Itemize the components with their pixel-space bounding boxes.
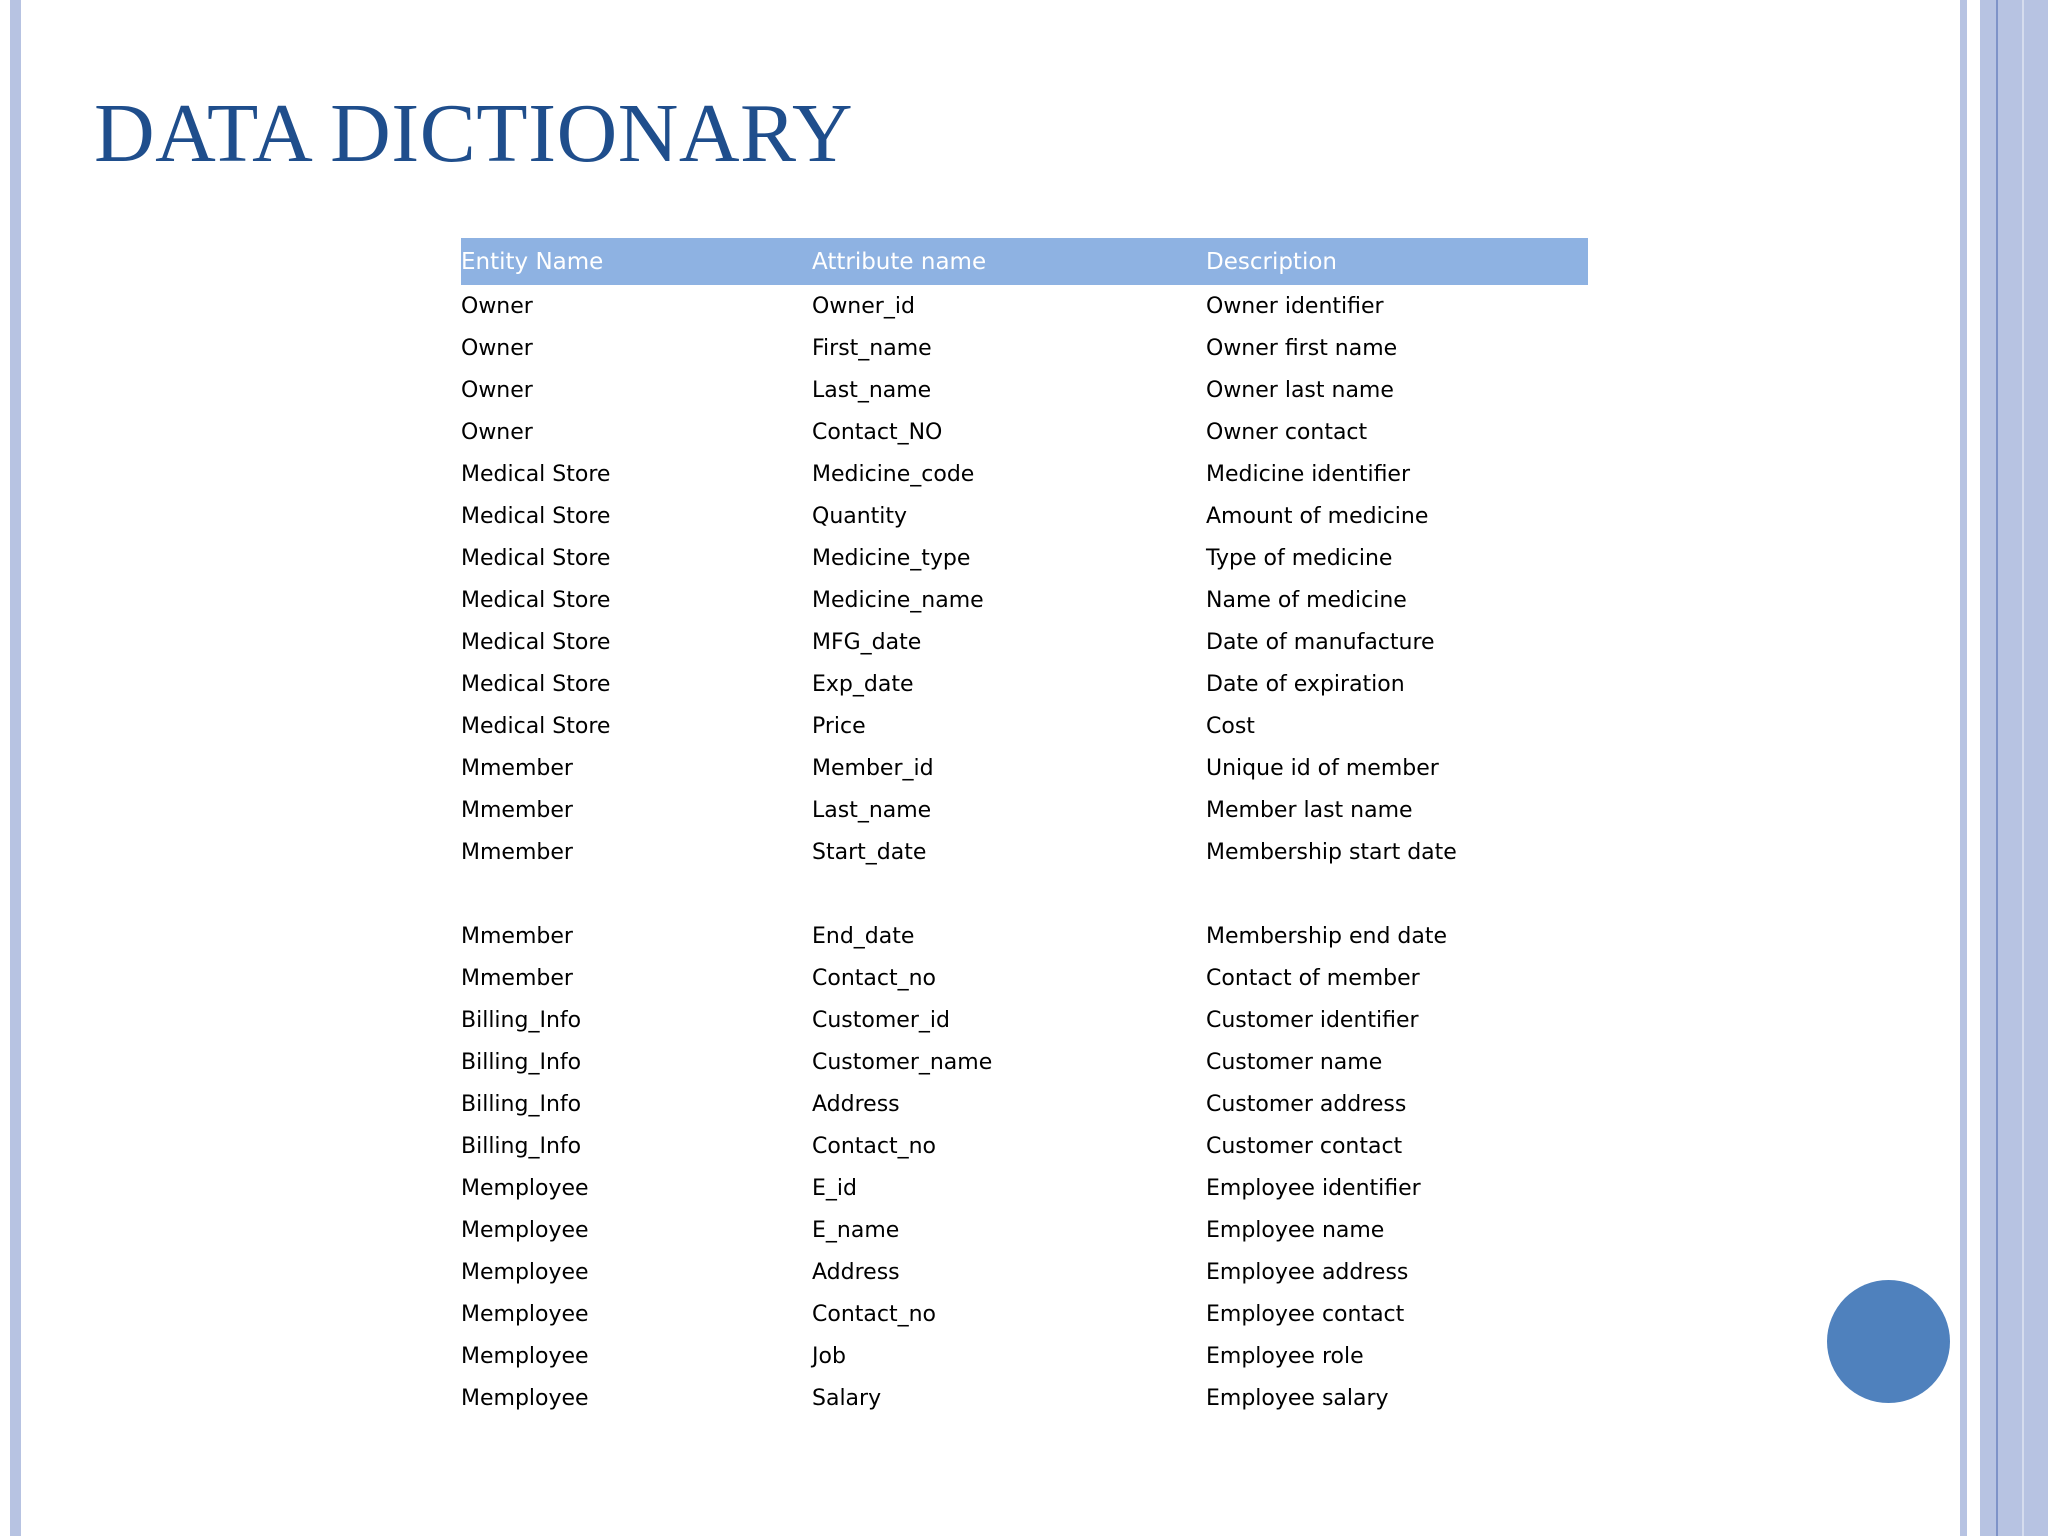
table-row bbox=[461, 579, 1588, 621]
slide-title: DATA DICTIONARY bbox=[94, 87, 854, 180]
table-row bbox=[461, 453, 1588, 495]
cell-description: Employee name bbox=[1206, 1217, 1385, 1243]
table-row bbox=[461, 1335, 1588, 1377]
cell-attribute-name: E_id bbox=[812, 1175, 857, 1201]
table-row bbox=[461, 999, 1588, 1041]
right-border-bar-wide bbox=[1980, 0, 2048, 1536]
cell-description: Member last name bbox=[1206, 797, 1413, 823]
cell-description: Owner first name bbox=[1206, 335, 1398, 361]
right-border-line bbox=[1996, 0, 1998, 1536]
table-body bbox=[461, 285, 1588, 1419]
table-header-row bbox=[461, 238, 1588, 285]
cell-entity-name: Billing_Info bbox=[461, 1049, 582, 1075]
cell-description: Employee contact bbox=[1206, 1301, 1405, 1327]
cell-description: Customer address bbox=[1206, 1091, 1407, 1117]
table-row bbox=[461, 915, 1588, 957]
cell-entity-name: Owner bbox=[461, 293, 533, 319]
cell-entity-name: Mmember bbox=[461, 839, 573, 865]
table-row bbox=[461, 411, 1588, 453]
header-description: Description bbox=[1206, 238, 1588, 285]
cell-attribute-name: Customer_name bbox=[812, 1049, 993, 1075]
table-row bbox=[461, 621, 1588, 663]
cell-attribute-name: Medicine_code bbox=[812, 461, 975, 487]
cell-attribute-name: Customer_id bbox=[812, 1007, 950, 1033]
cell-description: Customer contact bbox=[1206, 1133, 1403, 1159]
right-border-line-light bbox=[2022, 0, 2024, 1536]
cell-attribute-name: Medicine_name bbox=[812, 587, 984, 613]
cell-attribute-name: Price bbox=[812, 713, 866, 739]
cell-attribute-name: Contact_no bbox=[812, 965, 936, 991]
cell-description: Date of manufacture bbox=[1206, 629, 1435, 655]
cell-attribute-name: Owner_id bbox=[812, 293, 915, 319]
cell-description: Owner identifier bbox=[1206, 293, 1384, 319]
cell-attribute-name: Contact_NO bbox=[812, 419, 943, 445]
cell-entity-name: Billing_Info bbox=[461, 1007, 582, 1033]
table-row bbox=[461, 957, 1588, 999]
cell-entity-name: Memployee bbox=[461, 1301, 589, 1327]
table-row bbox=[461, 285, 1588, 327]
table-row bbox=[461, 1041, 1588, 1083]
header-entity-name: Entity Name bbox=[461, 238, 812, 285]
cell-entity-name: Memployee bbox=[461, 1385, 589, 1411]
table-row bbox=[461, 1293, 1588, 1335]
cell-entity-name: Medical Store bbox=[461, 587, 611, 613]
cell-description: Employee salary bbox=[1206, 1385, 1389, 1411]
table-row bbox=[461, 1377, 1588, 1419]
table-row bbox=[461, 1083, 1588, 1125]
cell-attribute-name: Last_name bbox=[812, 377, 932, 403]
cell-entity-name: Memployee bbox=[461, 1343, 589, 1369]
table-row bbox=[461, 1209, 1588, 1251]
cell-entity-name: Medical Store bbox=[461, 503, 611, 529]
cell-description: Cost bbox=[1206, 713, 1255, 739]
left-border-bar bbox=[10, 0, 21, 1536]
table-row bbox=[461, 1125, 1588, 1167]
cell-description: Owner contact bbox=[1206, 419, 1368, 445]
cell-attribute-name: Job bbox=[812, 1343, 846, 1369]
cell-entity-name: Mmember bbox=[461, 755, 573, 781]
table-row bbox=[461, 495, 1588, 537]
cell-description: Type of medicine bbox=[1206, 545, 1393, 571]
cell-entity-name bbox=[461, 873, 812, 915]
cell-attribute-name: Address bbox=[812, 1259, 900, 1285]
cell-attribute-name: Contact_no bbox=[812, 1301, 936, 1327]
cell-entity-name: Billing_Info bbox=[461, 1091, 582, 1117]
table-row bbox=[461, 663, 1588, 705]
cell-entity-name: Mmember bbox=[461, 797, 573, 823]
cell-attribute-name: Last_name bbox=[812, 797, 932, 823]
table-row bbox=[461, 1167, 1588, 1209]
cell-description: Contact of member bbox=[1206, 965, 1420, 991]
cell-description bbox=[1206, 873, 1588, 915]
cell-entity-name: Medical Store bbox=[461, 671, 611, 697]
cell-attribute-name: E_name bbox=[812, 1217, 900, 1243]
cell-entity-name: Owner bbox=[461, 335, 533, 361]
table-spacer-row bbox=[461, 873, 1588, 915]
cell-attribute-name: End_date bbox=[812, 923, 915, 949]
cell-description: Medicine identifier bbox=[1206, 461, 1411, 487]
cell-attribute-name: Contact_no bbox=[812, 1133, 936, 1159]
cell-description: Date of expiration bbox=[1206, 671, 1405, 697]
cell-description: Name of medicine bbox=[1206, 587, 1407, 613]
cell-attribute-name: MFG_date bbox=[812, 629, 922, 655]
cell-attribute-name: Quantity bbox=[812, 503, 908, 529]
cell-attribute-name: Salary bbox=[812, 1385, 882, 1411]
cell-description: Employee identifier bbox=[1206, 1175, 1421, 1201]
cell-attribute-name: Medicine_type bbox=[812, 545, 971, 571]
data-dictionary-table bbox=[461, 238, 1588, 1419]
cell-description: Amount of medicine bbox=[1206, 503, 1429, 529]
cell-entity-name: Owner bbox=[461, 419, 533, 445]
cell-entity-name: Owner bbox=[461, 377, 533, 403]
cell-description: Employee role bbox=[1206, 1343, 1364, 1369]
cell-entity-name: Memployee bbox=[461, 1175, 589, 1201]
cell-attribute-name: First_name bbox=[812, 335, 932, 361]
cell-description: Customer name bbox=[1206, 1049, 1383, 1075]
cell-attribute-name: Member_id bbox=[812, 755, 934, 781]
right-border-bar-thin bbox=[1960, 0, 1967, 1536]
cell-attribute-name: Exp_date bbox=[812, 671, 914, 697]
header-attribute-name: Attribute name bbox=[812, 238, 1206, 285]
table-row bbox=[461, 1251, 1588, 1293]
cell-entity-name: Mmember bbox=[461, 923, 573, 949]
cell-entity-name: Medical Store bbox=[461, 545, 611, 571]
cell-entity-name: Memployee bbox=[461, 1259, 589, 1285]
cell-attribute-name: Start_date bbox=[812, 839, 927, 865]
cell-attribute-name: Address bbox=[812, 1091, 900, 1117]
table-row bbox=[461, 369, 1588, 411]
cell-description: Unique id of member bbox=[1206, 755, 1439, 781]
cell-description: Employee address bbox=[1206, 1259, 1409, 1285]
table-row bbox=[461, 747, 1588, 789]
cell-description: Membership start date bbox=[1206, 839, 1457, 865]
table-row bbox=[461, 705, 1588, 747]
table-row bbox=[461, 789, 1588, 831]
cell-entity-name: Medical Store bbox=[461, 629, 611, 655]
decorative-circle bbox=[1827, 1280, 1950, 1403]
table-row bbox=[461, 537, 1588, 579]
cell-attribute-name bbox=[812, 873, 1206, 915]
table-row bbox=[461, 327, 1588, 369]
cell-entity-name: Memployee bbox=[461, 1217, 589, 1243]
cell-description: Customer identifier bbox=[1206, 1007, 1419, 1033]
cell-entity-name: Mmember bbox=[461, 965, 573, 991]
table-row bbox=[461, 831, 1588, 873]
cell-description: Owner last name bbox=[1206, 377, 1394, 403]
cell-entity-name: Medical Store bbox=[461, 461, 611, 487]
cell-description: Membership end date bbox=[1206, 923, 1448, 949]
cell-entity-name: Medical Store bbox=[461, 713, 611, 739]
cell-entity-name: Billing_Info bbox=[461, 1133, 582, 1159]
